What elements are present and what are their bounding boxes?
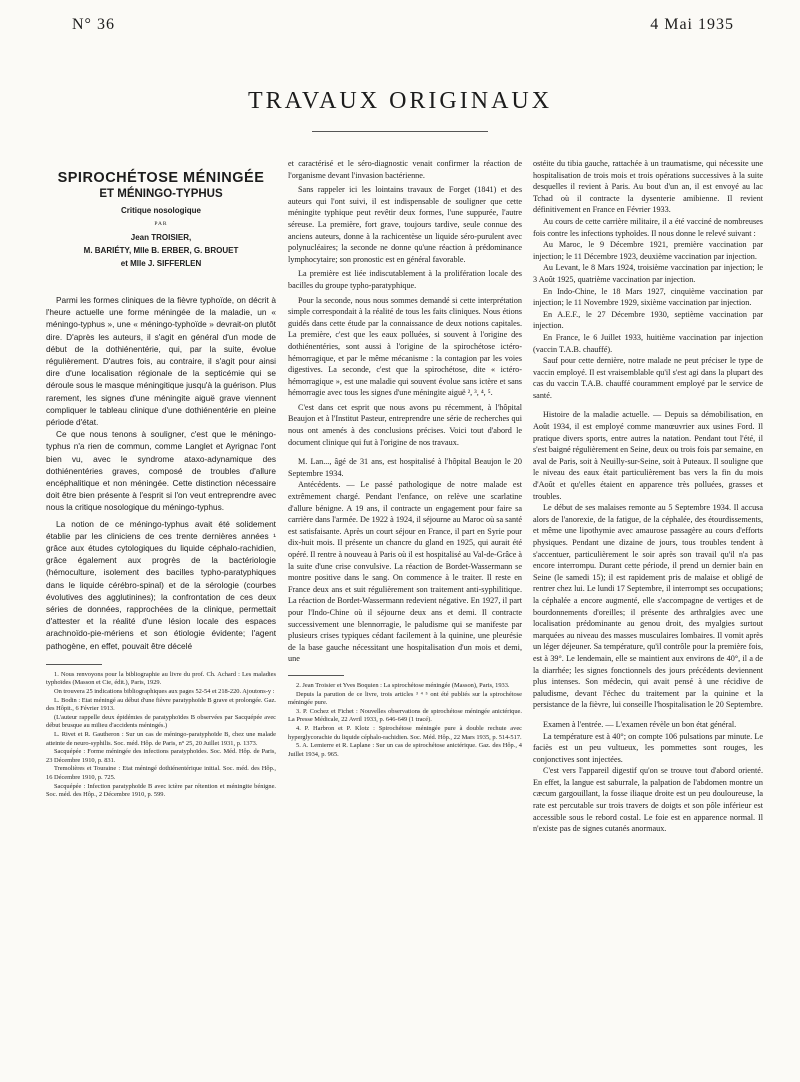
paragraph: La notion de ce méningo-typhus avait été solidement établie par les cliniciens de ces trente dernières années ¹ grâce aux études cytologiques du liquide céphalo-rachidien, grâce également aux progrès de la bactériologie (hémoculture, isolement des bacilles typho-paratyphiques dans le liquide cérébro-spinal) et de la sérologie (courbes évolutives des agglutinines); la confrontation de ces deux séries de données, rapprochées de la clinique, permettait d'attester et la réalité d'une lésion locale des espaces arachnoïdo-pie-mériens et son étiologie évidente; l'agent pathogène, en effet, pouvait être décelé [46,518,276,651]
footnote: 5. A. Lemierre et R. Laplane : Sur un cas de spirochétose anictérique. Gaz. des Hôp., 4 Juillet 1934, p. 965. [288,742,522,758]
paragraph: et caractérisé et le séro-diagnostic venait confirmer la réaction de l'organisme devant l'invasion bactérienne. [288,159,522,180]
author-line-3: et Mlle J. SIFFERLEN [120,259,202,268]
intro-text [46,294,276,652]
paragraph: Parmi les formes cliniques de la fièvre typhoïde, on décrit à l'heure actuelle une forme méningée de la maladie, un « méningo-typhus », une « méningo-typhoïde » devrait-on plutôt dire. D'après les auteurs, il s'agit en général d'un mode de début de la dothiénentérie, qui, par la suite, évolue régulièrement. D'autres fois, au contraire, il s'agit pour ainsi dire d'une localisation régionale de la septicémie qui se déroule sous le masque méningitique jusqu'à la guérison. Plus rarement, les signes d'une méningite aiguë grave viennent compliquer le tableau clinique d'une dothiénentérie en pleine période d'état. [46,295,276,428]
footnote: 3. P. Cochez et Fichet : Nouvelles observations de spirochétose méningée anictérique. La Presse Médicale, 22 Avril 1933, p. 646-649 (1 tracé). [288,707,522,724]
article-critique: Critique nosologique [121,206,201,215]
paragraph: La température est à 40°; on compte 106 pulsations par minute. Le faciès est un peu vultueux, les pommettes sont rouges, les conjonctives sont injectées. [533,731,763,764]
footnote: 1. Nous renvoyons pour la bibliographie au livre du prof. Ch. Achard : Les maladies typhoïdes (Masson et Cie, édit.), Paris, 1929. [46,670,276,687]
footnote: On trouvera 25 indications bibliographiques aux pages 52-54 et 218-220. Ajoutons-y : [54,688,275,696]
footnote: Depuis la parution de ce livre, trois articles ³ ⁴ ⁵ ont été publiés sur la spirochétose méningée pure. [288,690,522,707]
author-line-2: M. BARIÉTY, Mlle B. ERBER, G. BROUET [83,246,239,255]
footnote-rule [288,675,344,676]
footnote: L. Rivet et R. Gautheron : Sur un cas de méningo-paratyphoïde B, chez une malade atteinte de neuro-syphilis. Soc. méd. Hôp. de Paris, n° 25, 20 Juillet 1931, p. 1373. [46,731,276,747]
footnote: (L'auteur rappelle deux épidémies de paratyphoïdes B observées par Sacquépée avec début brusque au milieu d'accidents méningés.) [46,713,276,730]
paragraph: En France, le 6 Juillet 1933, huitième vaccination par injection (vaccin T.A.B. chauffé). [533,332,763,354]
body-text [533,158,763,835]
paragraph: M. Lan..., âgé de 31 ans, est hospitalisé à l'hôpital Beaujon le 20 Septembre 1934. [288,457,522,478]
paragraph: C'est vers l'appareil digestif qu'on se trouve tout d'abord orienté. En effet, la langue est saburrale, la palpation de l'abdomen montre un cæcum gargouillant, la fosse iliaque droite est un peu douloureuse, la rate est percutable sur trois travers de doigts et son pôle inférieur est accessible sous le rebord costal. Le foie est en apparence normal. Il n'existe pas de signes cutanés anormaux. [533,766,763,834]
issue-date: 4 Mai 1935 [650,16,734,33]
author-line-1: Jean TROISIER, [130,233,192,242]
paragraph: Le début de ses malaises remonte au 5 Septembre 1934. Il accusa alors de l'anorexie, de la fatigue, de la céphalée, des étourdissements, et même une lipothymie avec amaurose passagère au cours d'efforts physiques. Pendant une dizaine de jours, tous troubles tendent à s'accentuer, particulièrement le soir après son travail qu'il n'a pas encore interrompu. Durant cette période, il prend un dernier bain en Seine (le samedi 15); il est rapidement pris de malaise et obligé de rentrer chez lui. Le lundi 17 Septembre, il interrompt ses occupations; la céphalée a encore augmenté, elle s'accompagne de vertiges et de bourdonnements d'oreilles; il présente des arthralgies avec une localisation prédominante au genou droit, des myalgies surtout marquées au niveau des masses musculaires lombaires. Il vomit après un léger déjeuner. Sa température, qu'il contrôle pour la première fois, est à 39°. Le lendemain, elle se maintient aux environs de 40°, il a de la diarrhée; les signes fonctionnels des jours précédents deviennent plus intenses. Son médecin, qui avait pensé à une récidive de paludisme, devant l'échec du traitement par la quinine et la persistance de la fièvre, lui conseille l'hospitalisation le 20 Septembre. [533,503,763,710]
footnotes [46,671,276,800]
paragraph: Histoire de la maladie actuelle. — Depuis sa démobilisation, en Août 1934, il est employé comme manœuvrier aux usines Ford. Il pratique divers sports, entre autres la natation. Pendant tout l'été, il s'est baigné régulièrement en Seine, deux ou trois fois par semaine, en aval de Paris, soit à Neuilly-sur-Seine, soit à Puteaux. Il souligne que le niveau des eaux était particulièrement bas vers la fin du mois d'Août et qu'elles étaient en apparence très polluées, grasses et troubles. [533,410,763,501]
paragraph: Au cours de cette carrière militaire, il a été vacciné de nombreuses fois contre les infections typhoïdes. Il nous donne le relevé suivant : [533,216,763,238]
article-subtitle: ET MÉNINGO-TYPHUS [99,188,223,200]
article-title: SPIROCHÉTOSE MÉNINGÉE [57,170,265,186]
paragraph: En Indo-Chine, le 18 Mars 1927, cinquième vaccination par injection; le 11 Novembre 1929, sixième vaccination par injection. [533,286,763,308]
page-number: N° 36 [72,16,115,33]
paragraph: En A.E.F., le 27 Décembre 1930, septième vaccination par injection. [533,309,763,331]
footnote: L. Bodin : Etat méningé au début d'une fièvre paratyphoïde B grave et prolongée. Gaz. des Hôpit., 6 Février 1913. [46,696,276,713]
paragraph: Sauf pour cette dernière, notre malade ne peut préciser le type de vaccin employé. Il est vraisemblable qu'il s'est agi dans la plupart des cas du vaccin T.A.B. chauffé couramment employé par le service de santé. [533,356,763,400]
paragraph: Ce que nous tenons à souligner, c'est que le méningo-typhus n'a rien de commun, comme Langlet et Ayrignac l'ont bien vu, avec le syndrome ataxo-adynamique des dothiénentéries graves, composé de troubles d'allure encéphalitique et non méningée. Cette distinction nécessaire doit être bien présente à l'esprit si l'on veut entreprendre avec nous la critique nosologique du méningo-typhus. [46,429,276,513]
paragraph: Examen à l'entrée. — L'examen révèle un bon état général. [543,719,737,729]
column-2 [288,158,522,759]
column-1 [46,158,276,800]
paragraph: C'est dans cet esprit que nous avons pu récemment, à l'hôpital Beaujon et à l'Institut Pasteur, entreprendre une série de recherches qui nous ont amenés à des conclusions précises. Voici tout d'abord le document clinique qui fut à l'origine de nos travaux. [288,402,522,447]
body-text [288,158,522,665]
article-par: PAR [154,221,168,227]
footnote-rule [46,664,102,665]
paragraph: ostéite du tibia gauche, rattachée à un traumatisme, qui nécessite une hospitalisation de trois mois et trois opérations successives à la suite desquelles il revient à Paris. Au bout d'un an, il est envoyé au lac Tchad où il contracte la dysenterie amibienne. Il revient définitivement en France en Février 1933. [533,159,763,215]
footnote: Sacquépée : Forme méningée des infections paratyphoïdes. Soc. Méd. Hôp. de Paris, 23 Décembre 1910, p. 831. [46,748,276,764]
footnote: 4. P. Harbron et P. Klotz : Spirochétose méningée pure à double rechute avec hyperglycorachie du liquide céphalo-rachidien. Soc. Méd. Hôp., 22 Mars 1935, p. 514-517. [288,724,522,741]
paragraph: Au Maroc, le 9 Décembre 1921, première vaccination par injection; le 11 Décembre 1923, deuxième vaccination par injection. [533,240,763,261]
paragraph: Sans rappeler ici les lointains travaux de Forget (1841) et des auteurs qui l'ont suivi, il est indispensable de souligner que cette méningite typhique peut revêtir deux formes, l'une suppurée, l'autre séreuse. La première, fort grave, toujours tardive, seule connue des anciens auteurs, donne à la rachicentèse un liquide séro-purulent avec polynucléaires; la seconde ne donne qu'une réaction à prédominance lymphocytaire; son pronostic est en général favorable. [288,185,522,264]
paragraph: Au Levant, le 8 Mars 1924, troisième vaccination par injection; le 3 Août 1925, quatrième vaccination par injection. [533,263,763,284]
paragraph: La première est liée indiscutablement à la prolifération locale des bacilles du groupe typho-paratyphique. [288,269,522,290]
paragraph: Antécédents. — Le passé pathologique de notre malade est extrêmement chargé. Pendant l'enfance, on relève une scarlatine d'allure bénigne. A 19 ans, il contracte un engagement pour faire sa carrière dans l'armée. De 1922 à 1924, il séjourne au Maroc où sa santé est satisfaisante. Après un court séjour en France, il part en Syrie pour dix-huit mois. Il présente un chancre du gland en 1925, qui aurait été opéré. Il rentre à nouveau à Paris où il est hospitalisé au Val-de-Grâce à la suite d'une crise convulsive. La réaction de Bordet-Wassermann se montre positive dans le sang. On commence à le traiter. Il reste en France deux ans et suit régulièrement son traitement anti-syphilitique. La réaction de Bordet-Wassermann redevient négative. En 1927, il part pour l'Indo-Chine où il séjourne deux ans et demi. Il contracte successivement une blennorragie, le paludisme qui se manifeste par plusieurs crises typiques cédant facilement à la quinine, une pleurésie de la base gauche nécessitant une hospitalisation d'un mois et demi, une [288,480,522,664]
column-3 [533,158,763,835]
section-title: TRAVAUX ORIGINAUX [247,88,553,114]
footnote: 2. Jean Troisier et Yves Boquien : La spirochétose méningée (Masson), Paris, 1933. [296,681,510,689]
title-rule [312,131,488,132]
paragraph: Pour la seconde, nous nous sommes demandé si cette interprétation simple correspondait à la réalité de tous les faits cliniques. Nous étions guidés dans cette étude par la connaissance de deux notions capitales. La première, c'est que les eaux polluées, si souvent à l'origine des dothiénentéries, sont aussi à l'origine de la spirochétose ictéro-hémorragique, et par le même mécanisme : la contagion par les voies digestives. La seconde, c'est que la spirochétose, dite « ictéro-hémorragique », est une maladie qui souvent évolue sans ictère et sans hémorragie avec tous les signes d'une méningite aiguë ², ³, ⁴, ⁵. [288,295,522,398]
footnote: Sacquépée : Infection paratyphoïde B avec ictère par rétention et méningite bénigne. Soc. méd. des Hôp., 2 Décembre 1910, p. 599. [46,782,276,799]
footnotes [288,682,522,759]
footnote: Tremolières et Touraine : Etat méningé dothiénentérique initial. Soc. méd. des Hôp., 16 Décembre 1910, p. 725. [46,765,276,782]
